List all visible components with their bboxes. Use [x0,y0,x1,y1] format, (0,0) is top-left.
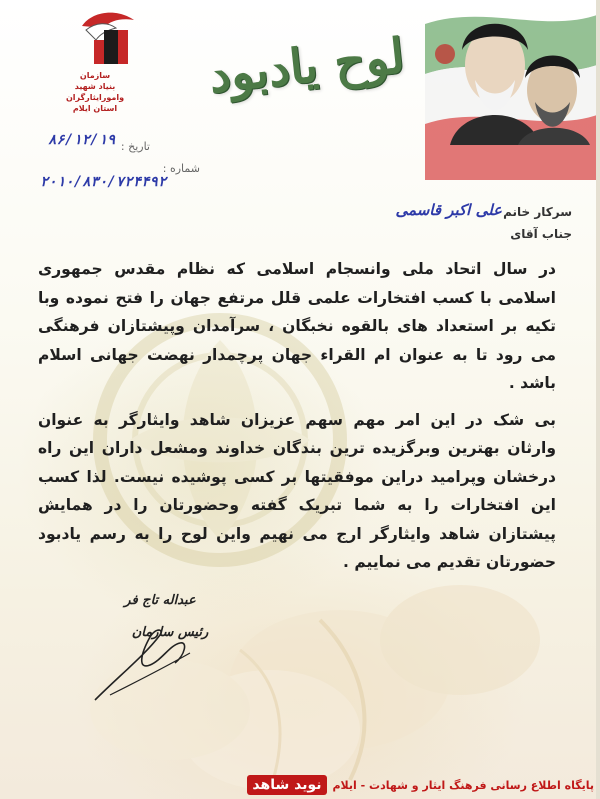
page-title: لوح یادبود [206,27,408,105]
org-line-2: بنیاد شهید [74,82,116,91]
signatory-title: رئیس سازمان [131,625,209,640]
leaders-portraits [440,10,595,145]
footer-brand-text: پایگاه اطلاع رسانی فرهنگ ایثار و شهادت - ایلام [332,778,594,792]
certificate-body [38,255,556,577]
signatory-name: عبداله تاج فر [124,593,196,608]
handwritten-signature [90,615,200,705]
org-line-1: سازمان [79,71,111,80]
date-label: تاریخ : [120,140,150,153]
recipient-block [312,201,572,249]
foundation-logo [72,6,142,68]
recipient-line-1: سرکار خانم [503,205,572,219]
page-edge [596,0,600,799]
number-value: ۲۰۱۰/۸۳۰/۷۲۴۴۹۲ [40,174,167,190]
body-paragraph-1: در سال اتحاد ملی وانسجام اسلامی که نظام مقدس جمهوری اسلامی با کسب افتخارات علمی قلل مرتفع جهان را فتح نموده وبا تکیه بر استعداد های بالقوه نخبگان ، سرآمدان وپیشتازان فرهنگی می رود تا به عنوان ام القراء جهان پرچمدار نهضت جهانی اسلام باشد . [38,260,556,392]
number-label: شماره : [162,162,200,175]
body-paragraph-2: بی شک در این امر مهم سهم عزیزان شاهد وایثارگر به عنوان وارثان بهترین وبرگزیده ترین بندگان خداوند ومشعل داران این راه درخشان وپرامید دراین موفقیتها بر کسی پوشیده نیست. لذا کسب این افتخارات را به شما تبریک گفته وحضورتان را در همایش پیشتازان شاهد وایثارگر ارج می نهیم واین لوح را به رسم یادبود حضورتان تقدیم می نماییم . [38,410,556,571]
navid-shahed-logo: نوید شاهد [247,775,326,795]
org-line-4: استان ایلام [72,104,118,113]
footer-watermark [247,775,594,795]
organization-name [30,70,160,114]
recipient-name: علی اکبر قاسمی [395,201,502,219]
recipient-line-2: جناب آقای [510,227,572,241]
date-value: ۸۶/۱۲/۱۹ [48,132,116,148]
org-line-3: وامورایثارگران [65,93,125,102]
